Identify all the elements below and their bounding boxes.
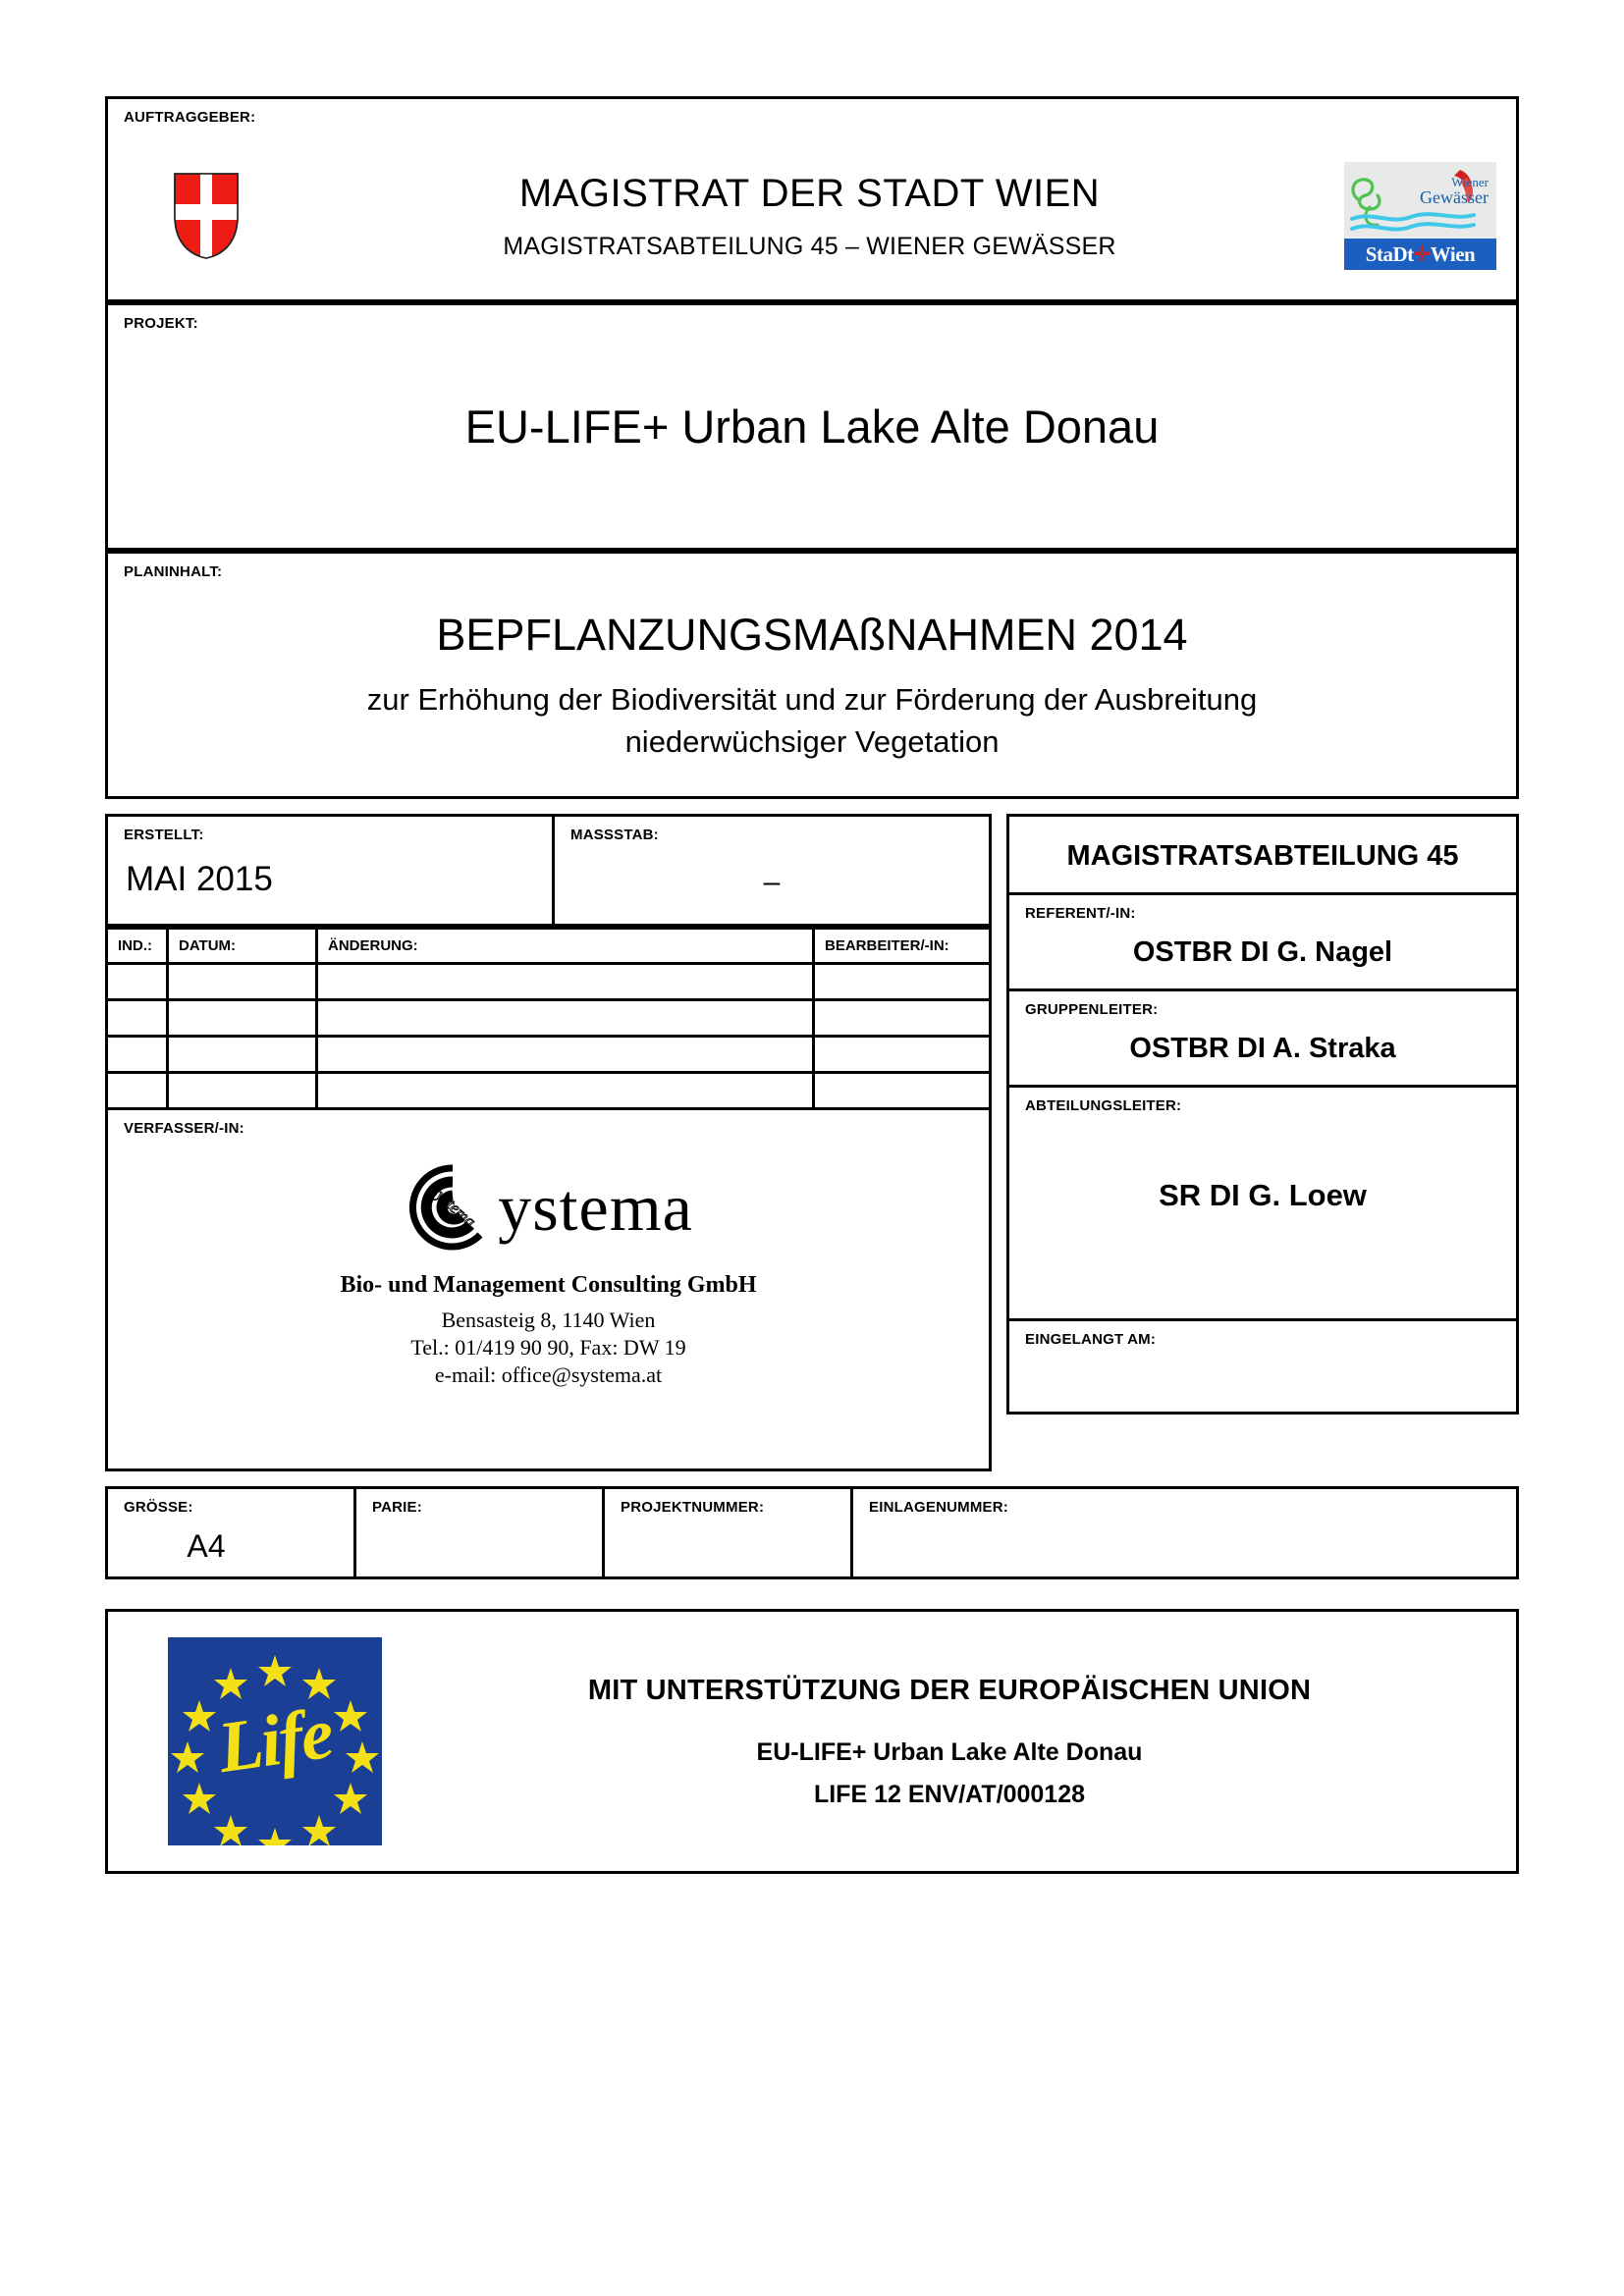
svg-text:systema: systema	[427, 1181, 480, 1231]
middle-block	[105, 814, 1519, 1471]
eu-life-flag-icon	[168, 1637, 382, 1845]
systema-company-name: Bio- und Management Consulting GmbH	[340, 1272, 757, 1298]
planinhalt-subtitle	[137, 679, 1487, 764]
changes-cell-bearbeiter[interactable]	[814, 1037, 991, 1073]
erstellt-cell	[108, 817, 555, 924]
changes-header-bearbeiter: BEARBEITER/-IN:	[814, 929, 991, 964]
abteilungsleiter-cell	[1006, 1088, 1519, 1321]
changes-cell-aenderung[interactable]	[317, 1000, 814, 1037]
changes-cell-datum[interactable]	[168, 1037, 317, 1073]
projekt-section	[105, 302, 1519, 551]
changes-cell-ind[interactable]	[107, 1000, 168, 1037]
groesse-value: A4	[187, 1528, 226, 1564]
abteilungsleiter-caption: ABTEILUNGSLEITER:	[1025, 1097, 1182, 1114]
parie-cell	[356, 1489, 605, 1576]
magistratsabteilung-title-cell	[1006, 814, 1519, 895]
eingelangt-cell	[1006, 1321, 1519, 1415]
parie-caption: PARIE:	[372, 1499, 422, 1516]
systema-spiral-icon	[404, 1158, 502, 1256]
eu-footer-line1: MIT UNTERSTÜTZUNG DER EUROPÄISCHEN UNION	[587, 1674, 1312, 1706]
changes-cell-aenderung[interactable]	[317, 1073, 814, 1109]
table-row	[107, 1037, 991, 1073]
changes-cell-datum[interactable]	[168, 964, 317, 1000]
groesse-caption: GRÖSSE:	[124, 1499, 193, 1516]
changes-header-datum: DATUM:	[168, 929, 317, 964]
projekt-title: EU-LIFE+ Urban Lake Alte Donau	[464, 400, 1160, 453]
massstab-value: –	[763, 866, 781, 898]
groesse-cell	[108, 1489, 356, 1576]
massstab-caption: MASSSTAB:	[570, 827, 659, 843]
eu-footer-texts	[442, 1675, 1516, 1809]
changes-cell-ind[interactable]	[107, 1037, 168, 1073]
changes-cell-aenderung[interactable]	[317, 964, 814, 1000]
verfasser-section	[105, 1110, 992, 1471]
eu-life-logo-wrapper	[108, 1637, 442, 1845]
gruppenleiter-cell	[1006, 991, 1519, 1088]
middle-left-column	[105, 814, 992, 1471]
changes-cell-datum[interactable]	[168, 1073, 317, 1109]
erstellt-value: MAI 2015	[126, 860, 273, 898]
changes-cell-bearbeiter[interactable]	[814, 1073, 991, 1109]
verfasser-caption: VERFASSER/-IN:	[124, 1120, 244, 1137]
stadt-wien-banner	[1344, 239, 1496, 270]
gruppenleiter-value: OSTBR DI A. Straka	[1129, 1033, 1396, 1064]
gruppenleiter-caption: GRUPPENLEITER:	[1025, 1001, 1159, 1018]
vienna-coat-of-arms-wrapper	[108, 171, 304, 261]
life-wordmark: Life	[213, 1692, 337, 1789]
stadt-wien-left: StaDt	[1365, 241, 1414, 266]
changes-cell-bearbeiter[interactable]	[814, 1000, 991, 1037]
changes-cell-aenderung[interactable]	[317, 1037, 814, 1073]
table-row	[107, 1073, 991, 1109]
systema-address-line1: Bensasteig 8, 1140 Wien	[441, 1308, 656, 1332]
table-row	[107, 1000, 991, 1037]
referent-value: OSTBR DI G. Nagel	[1132, 936, 1393, 968]
auftraggeber-subtitle: MAGISTRATSABTEILUNG 45 – WIENER GEWÄSSER	[503, 232, 1116, 260]
planinhalt-subtitle-line1: zur Erhöhung der Biodiversität und zur Förderung der Ausbreitung	[366, 682, 1258, 717]
systema-address-line3: e-mail: office@systema.at	[434, 1362, 663, 1388]
eu-support-footer	[105, 1609, 1519, 1874]
planinhalt-title: BEPFLANZUNGSMAßNAHMEN 2014	[436, 610, 1188, 660]
changes-cell-ind[interactable]	[107, 1073, 168, 1109]
wiener-gewaesser-logo	[1344, 162, 1496, 270]
eu-footer-line2: EU-LIFE+ Urban Lake Alte Donau	[756, 1737, 1143, 1766]
changes-table	[105, 927, 992, 1110]
changes-header-ind: IND.:	[107, 929, 168, 964]
stadt-wien-cross-icon: ✛	[1413, 241, 1431, 266]
eu-footer-line3: LIFE 12 ENV/AT/000128	[813, 1780, 1086, 1808]
projektnummer-caption: PROJEKTNUMMER:	[621, 1499, 765, 1516]
systema-wordmark: ystema	[498, 1169, 693, 1245]
magistratsabteilung-title: MAGISTRATSABTEILUNG 45	[1066, 840, 1459, 872]
bottom-info-row	[105, 1486, 1519, 1579]
systema-logo-block	[108, 1155, 989, 1389]
planinhalt-section	[105, 551, 1519, 799]
abteilungsleiter-value: SR DI G. Loew	[1159, 1178, 1367, 1212]
erstellt-caption: ERSTELLT:	[124, 827, 204, 843]
auftraggeber-title: MAGISTRAT DER STADT WIEN	[518, 171, 1101, 215]
systema-address	[108, 1307, 989, 1389]
einlagenummer-caption: EINLAGENUMMER:	[869, 1499, 1008, 1516]
title-block-sheet	[105, 96, 1519, 1874]
auftraggeber-section	[105, 96, 1519, 302]
stadt-wien-right: Wien	[1430, 241, 1476, 266]
erstellt-massstab-row	[105, 814, 992, 927]
eingelangt-caption: EINGELANGT AM:	[1025, 1331, 1157, 1348]
referent-cell	[1006, 895, 1519, 991]
projekt-caption: PROJEKT:	[124, 315, 198, 332]
planinhalt-subtitle-line2: niederwüchsiger Vegetation	[624, 723, 1000, 759]
column-gap	[992, 814, 1006, 1471]
changes-cell-ind[interactable]	[107, 964, 168, 1000]
systema-address-line2: Tel.: 01/419 90 90, Fax: DW 19	[410, 1335, 686, 1361]
changes-cell-datum[interactable]	[168, 1000, 317, 1037]
vienna-shield-icon	[171, 171, 242, 261]
gewaesser-logo-line1: Wiener	[1451, 175, 1489, 189]
table-row	[107, 964, 991, 1000]
planinhalt-caption: PLANINHALT:	[124, 563, 223, 580]
auftraggeber-caption: AUFTRAGGEBER:	[124, 109, 256, 126]
middle-right-column	[1006, 814, 1519, 1471]
einlagenummer-cell	[853, 1489, 1516, 1576]
projektnummer-cell	[605, 1489, 853, 1576]
changes-header-aenderung: ÄNDERUNG:	[317, 929, 814, 964]
changes-cell-bearbeiter[interactable]	[814, 964, 991, 1000]
massstab-cell	[555, 817, 989, 924]
gewaesser-logo-line2: Gewässer	[1420, 187, 1489, 207]
referent-caption: REFERENT/-IN:	[1025, 905, 1136, 922]
changes-table-header-row	[107, 929, 991, 964]
